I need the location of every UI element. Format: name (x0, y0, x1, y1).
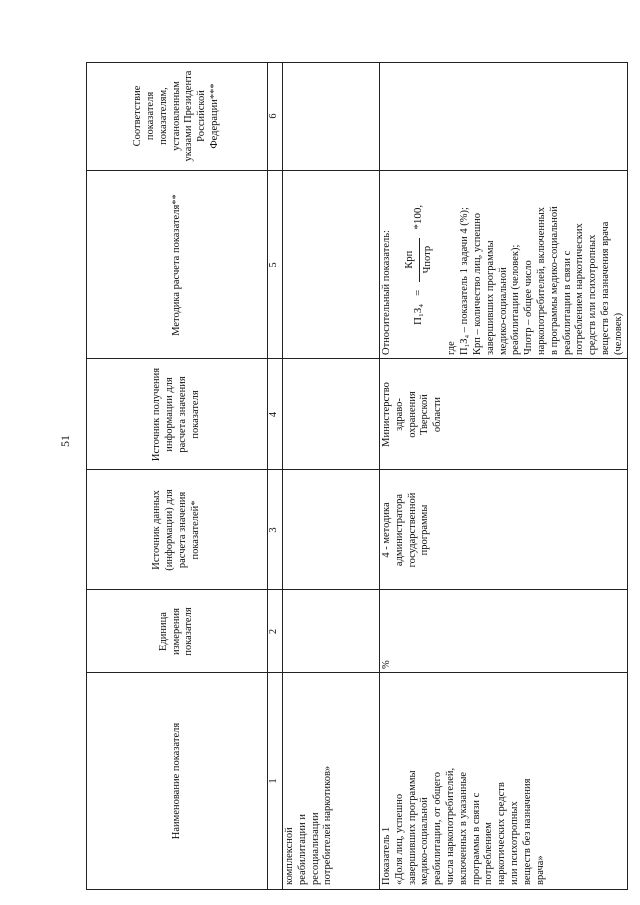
column-number: 4 (268, 411, 279, 418)
header-method: Методика расчета показателя** (170, 194, 182, 336)
formula-numerator: Крп (403, 250, 415, 269)
method-explanation: где П₁З₄ – показатель 1 задачи 4 (%); Крп – количество лиц, успешно завершивших программы медико-социальной реабилитации (человек); Чпотр – общее число наркопотребителей, включенных в программы медико-социальной реабилитации в связи с потреблением наркотических средств или психотропных веществ без назначения врача (человек) (446, 206, 624, 355)
page-number: 51 (58, 435, 72, 447)
formula-equals: = (412, 289, 425, 296)
header-indicator-name: Наименование показателя (170, 722, 182, 840)
indicator-1-method (379, 171, 629, 359)
header-unit: Единица измерения показателя (157, 607, 195, 656)
column-number: 2 (268, 628, 279, 635)
formula-denominator: Чпотр (421, 245, 433, 274)
header-data-source: Источник данных (информации) для расчета значения показателей* (151, 489, 201, 571)
indicator-name-continuation: комплексной реабилитации и ресоциализации потребителей наркотиков» (284, 765, 334, 885)
header-compliance: Соответствие показателя показателям, установленным указами Президента Российской Федерации*** (132, 70, 220, 162)
header-info-source: Источник получения информации для расчета значения показателя (151, 367, 201, 462)
indicator-table (86, 62, 628, 890)
method-intro: Относительный показатель: (381, 230, 392, 355)
column-number: 5 (268, 262, 279, 268)
method-formula (404, 175, 435, 325)
indicator-1-name: Показатель 1 «Доля лиц, успешно завершивших программы медико-социальной реабилитации, от общего числа наркопотребителей, включенных в указанные программы в связи с потреблением наркотических средств или психотропных веществ без назначения врача» (381, 767, 546, 885)
indicator-1-compliance (379, 61, 629, 171)
formula-fraction (404, 238, 435, 282)
formula-multiplier: *100, (412, 204, 425, 230)
column-number: 1 (268, 778, 279, 784)
column-number: 3 (268, 527, 279, 533)
indicator-1-info-source: Министерство здраво- охранения Тверской области (381, 382, 444, 447)
indicator-1-data-source: 4 - методика администратора государственной программы (381, 492, 431, 568)
formula-lhs: П₁З₄ (412, 303, 425, 325)
indicator-1-unit: % (381, 660, 392, 669)
column-number: 6 (268, 113, 279, 119)
